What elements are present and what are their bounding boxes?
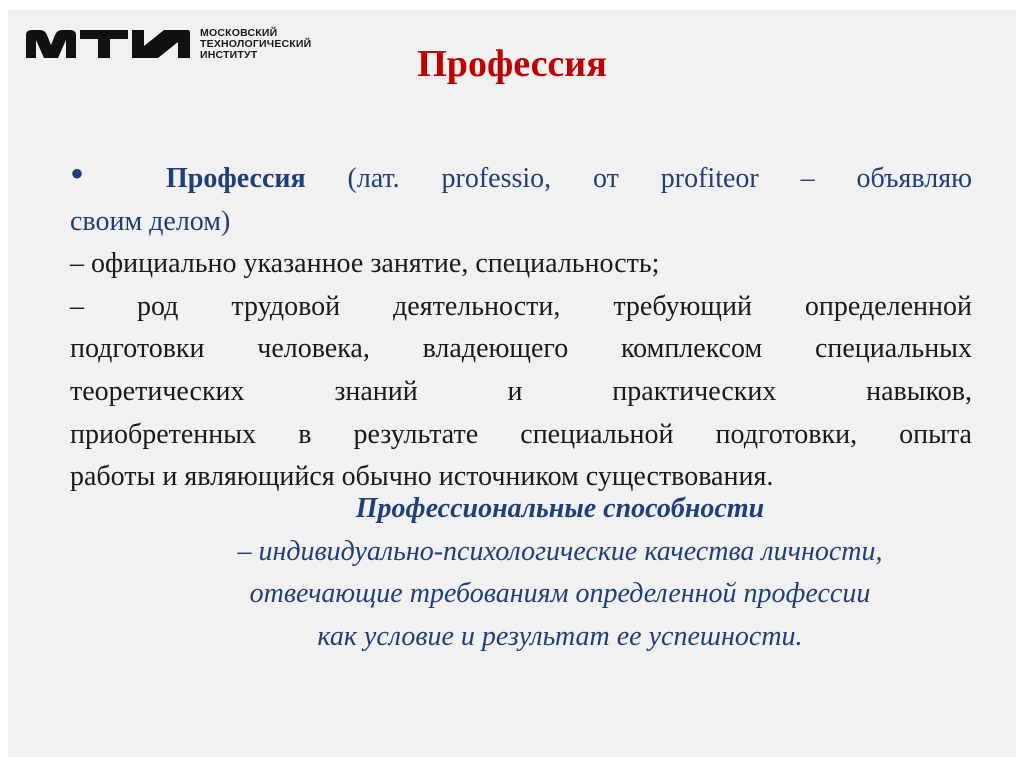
logo-line-1: МОСКОВСКИЙ bbox=[200, 26, 278, 39]
slide-title: Профессия bbox=[417, 43, 607, 85]
meaning-2-line-4: приобретенных в результате специальной подготовки, опыта bbox=[70, 418, 972, 450]
meaning-2-line-5: работы и являющийся обычно источником существования. bbox=[70, 461, 774, 493]
abilities-line-1: – индивидуально-психологические качества личности, bbox=[237, 535, 883, 567]
abilities-line-2: отвечающие требованиям определенной профессии bbox=[249, 578, 871, 609]
meaning-2-line-1: – род трудовой деятельности, требующий определенной bbox=[70, 290, 972, 322]
abilities-block bbox=[0, 488, 1024, 658]
definition-line-1 bbox=[70, 151, 972, 201]
definition-term: Профессия bbox=[166, 163, 306, 194]
definition-block bbox=[70, 151, 972, 499]
definition-line-2: своим делом) bbox=[70, 205, 231, 237]
meaning-2-line-2: подготовки человека, владеющего комплексом специальных bbox=[70, 333, 972, 365]
meaning-1: – официально указанное занятие, специальность; bbox=[70, 248, 660, 280]
bullet-icon: • bbox=[70, 151, 85, 196]
meaning-2-line-3: теоретических знаний и практических навыков, bbox=[70, 375, 972, 407]
logo-line-3: ИНСТИТУТ bbox=[200, 48, 258, 61]
logo-line-2: ТЕХНОЛОГИЧЕСКИЙ bbox=[200, 37, 312, 50]
abilities-line-3: как условие и результат ее успешности. bbox=[317, 620, 803, 652]
definition-etymology: (лат. professio, от profiteor – объявляю bbox=[305, 163, 972, 194]
abilities-title: Профессиональные способности bbox=[355, 493, 765, 524]
